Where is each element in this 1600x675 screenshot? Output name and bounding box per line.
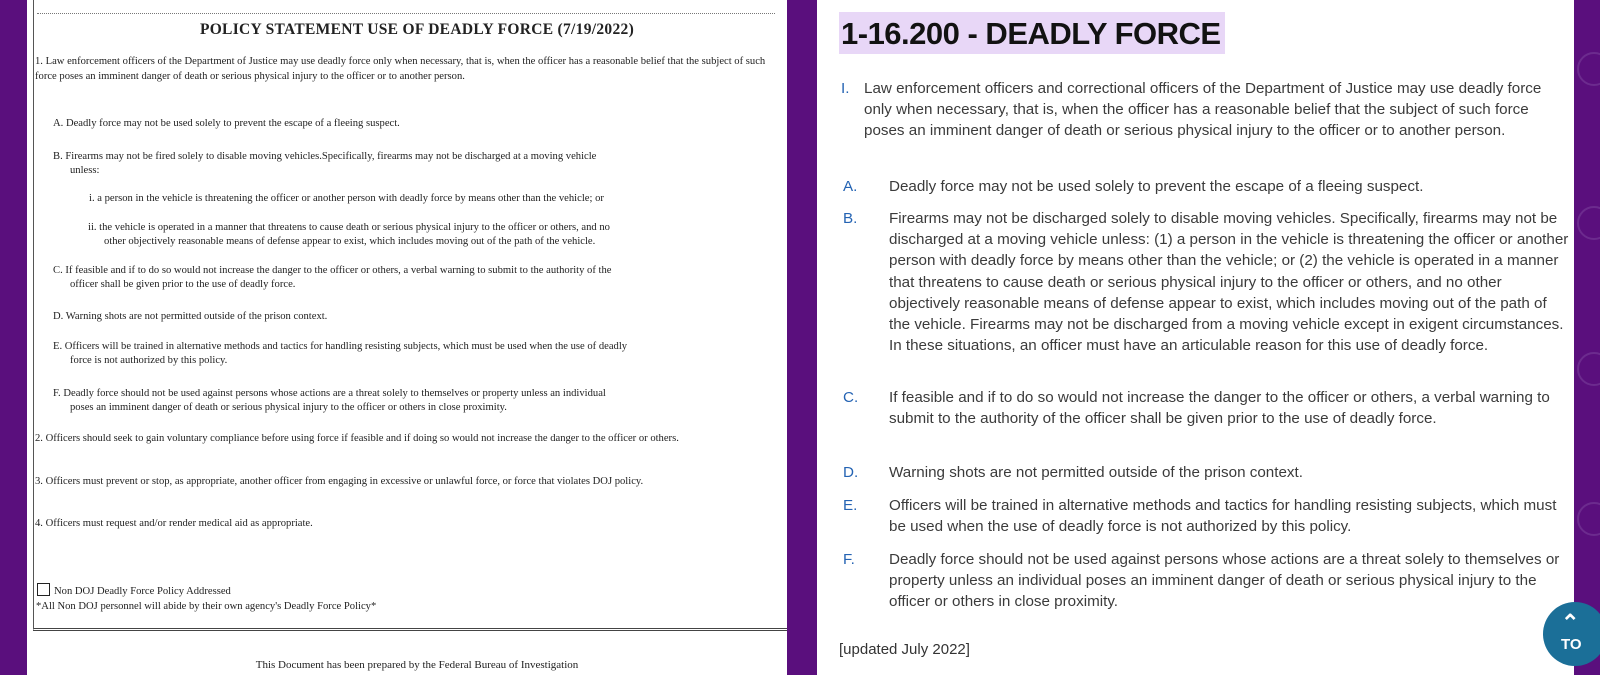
back-to-top-button[interactable] — [1543, 602, 1600, 666]
document-footer: This Document has been prepared by the Federal Bureau of Investigation — [255, 659, 579, 671]
checkbox-label: Non DOJ Deadly Force Policy Addressed — [54, 586, 231, 597]
list-marker-c: C. — [843, 389, 859, 406]
list-item-f: Deadly force should not be used against persons whose actions are a threat solely to themselves or property unless an individual poses an imminent danger of death or serious physical injury to the officer or others in close proximity. — [889, 551, 1560, 611]
search-icon — [1577, 352, 1600, 386]
list-item-i: Law enforcement officers and correctional officers of the Department of Justice may use deadly force only when necessary, that is, when the officer has a reasonable belief that the subject of such force poses an imminent danger of death or serious physical injury to the officer or to another person. — [864, 80, 1542, 140]
policy-document — [27, 0, 787, 675]
search-icon — [1577, 206, 1600, 240]
policy-item-e-line2: force is not authorized by this policy. — [70, 355, 228, 366]
back-to-top-label: TO — [1561, 636, 1582, 653]
policy-item-f-line1: F. Deadly force should not be used against persons whose actions are a threat solely to themselves or property unless an individual — [53, 388, 606, 399]
policy-item-c-line1: C. If feasible and if to do so would not increase the danger to the officer or others, a verbal warning to submit to the authority of the — [53, 265, 612, 276]
policy-item-c-line2: officer shall be given prior to the use of deadly force. — [70, 279, 296, 290]
list-item-a: Deadly force may not be used solely to prevent the escape of a fleeing suspect. — [889, 178, 1424, 195]
policy-item-a: A. Deadly force may not be used solely to prevent the escape of a fleeing suspect. — [53, 118, 400, 129]
policy-paragraph-4: 4. Officers must request and/or render medical aid as appropriate. — [35, 518, 313, 529]
list-marker-f: F. — [843, 551, 855, 568]
list-item-d: Warning shots are not permitted outside of the prison context. — [889, 464, 1303, 481]
policy-item-f-line2: poses an imminent danger of death or serious physical injury to the officer or others in close proximity. — [70, 402, 507, 413]
policy-title: POLICY STATEMENT USE OF DEADLY FORCE (7/19/2022) — [199, 21, 635, 38]
policy-paragraph-1: 1. Law enforcement officers of the Department of Justice may use deadly force only when necessary, that is, when the officer has a reasonable belief that the subject of such force poses an imminent danger of death or serious physical injury to the officer or to another person. — [35, 56, 766, 82]
list-item-c: If feasible and if to do so would not increase the danger to the officer or others, a verbal warning to submit to the authority of the officer shall be given prior to the use of deadly force. — [889, 389, 1550, 428]
policy-paragraph-3: 3. Officers must prevent or stop, as appropriate, another officer from engaging in excessive or unlawful force, or force that violates DOJ policy. — [35, 476, 644, 487]
policy-paragraph-2: 2. Officers should seek to gain voluntary compliance before using force if feasible and if doing so would not increase the danger to the officer or others. — [35, 433, 679, 444]
list-marker-i: I. — [841, 80, 850, 97]
list-item-e: Officers will be trained in alternative methods and tactics for handling resisting subjects, which must be used when the use of deadly force is not authorized by this policy. — [889, 497, 1557, 536]
policy-item-b-i: i. a person in the vehicle is threatening the officer or another person with deadly force by means other than the vehicle; or — [89, 193, 604, 204]
list-marker-b: B. — [843, 210, 858, 227]
web-page — [817, 0, 1574, 675]
policy-item-b-ii-line2: other objectively reasonable means of defense appear to exist, which includes moving out of the path of the vehicle. — [104, 236, 596, 247]
non-doj-checkbox[interactable] — [37, 583, 50, 596]
list-marker-a: A. — [843, 178, 858, 195]
list-item-b: Firearms may not be discharged solely to disable moving vehicles. Specifically, firearms may not be discharged at a moving vehicle unless: (1) a person in the vehicle is threatening the officer or another person with deadly force by means other than the vehicle; or (2) the vehicle is operated in a manner that threatens to cause death or serious physical injury to the officer or others, and no other objectively reasonable means of defense appear to exist, which includes moving out of the path of the vehicle. Firearms may not be discharged from a moving vehicle except in exigent circumstances. In these situations, an officer must have an articulable reason for this use of deadly force. — [889, 210, 1569, 355]
policy-item-b-line2: unless: — [70, 165, 100, 176]
policy-item-b-ii-line1: ii. the vehicle is operated in a manner that threatens to cause death or serious physical injury to the officer or others, and no — [88, 222, 610, 233]
list-marker-d: D. — [843, 464, 859, 481]
policy-item-b-line1: B. Firearms may not be fired solely to disable moving vehicles.Specifically, firearms may not be discharged at a moving vehicle — [53, 151, 597, 162]
policy-item-d: D. Warning shots are not permitted outside of the prison context. — [53, 311, 328, 322]
list-marker-e: E. — [843, 497, 858, 514]
page-title: 1-16.200 - DEADLY FORCE — [839, 12, 1225, 54]
updated-note: [updated July 2022] — [839, 641, 970, 658]
chevron-up-icon: ⌃ — [1561, 610, 1580, 635]
non-doj-note: *All Non DOJ personnel will abide by their own agency's Deadly Force Policy* — [36, 601, 377, 612]
policy-item-e-line1: E. Officers will be trained in alternative methods and tactics for handling resisting subjects, which must be used when the use of deadly — [53, 341, 628, 352]
search-icon — [1577, 502, 1600, 536]
search-icon — [1577, 52, 1600, 86]
